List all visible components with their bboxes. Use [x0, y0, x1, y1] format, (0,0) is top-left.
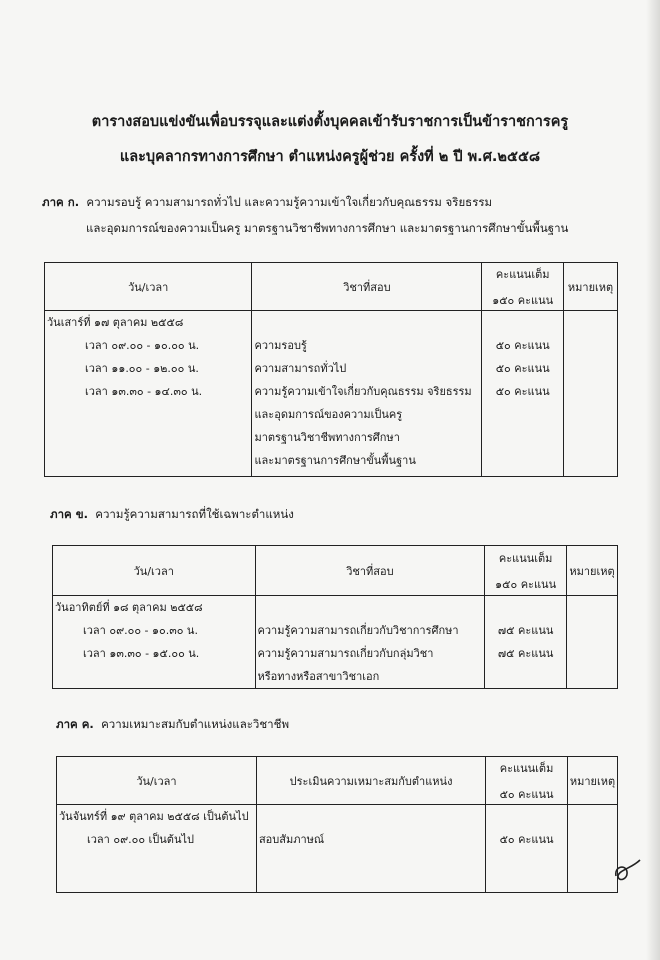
exam-subject: ความรู้ความสามารถเกี่ยวกับกลุ่มวิชา — [257, 647, 434, 660]
score-cell — [485, 596, 567, 689]
exam-subject: และอุดมการณ์ของความเป็นครู — [254, 408, 403, 421]
table-header-row — [57, 757, 618, 805]
exam-time: เวลา ๑๑.๐๐ - ๑๒.๐๐ น. — [85, 362, 199, 375]
exam-score: ๕๐ คะแนน — [495, 362, 550, 375]
exam-subject: หรือทางหรือสาขาวิชาเอก — [257, 670, 380, 683]
signature-mark — [610, 852, 650, 888]
section-c-heading — [56, 716, 289, 734]
exam-subject: มาตรฐานวิชาชีพทางการศึกษา — [254, 431, 400, 444]
header-score-total: ๕๐ คะแนน — [499, 787, 554, 801]
exam-date: วันจันทร์ที่ ๑๙ ตุลาคม ๒๕๕๘ เป็นต้นไป — [59, 810, 249, 823]
table-row — [45, 311, 618, 477]
header-score-label: คะแนนเต็ม — [498, 551, 553, 565]
header-score — [485, 546, 567, 596]
section-a-text-2: และอุดมการณ์ของความเป็นครู มาตรฐานวิชาชีพทางการศึกษา และมาตรฐานการศึกษาขั้นพื้นฐาน — [86, 221, 569, 235]
section-c-text-1: ความเหมาะสมกับตำแหน่งและวิชาชีพ — [101, 717, 290, 731]
exam-time: เวลา ๑๓.๓๐ - ๑๔.๓๐ น. — [85, 385, 203, 398]
table-header-row — [53, 546, 618, 596]
table-row — [57, 805, 618, 893]
section-a-heading — [42, 194, 492, 212]
section-b-label: ภาค ข. — [50, 507, 88, 521]
exam-time: เวลา ๐๙.๐๐ เป็นต้นไป — [87, 833, 194, 846]
exam-subject: ความสามารถทั่วไป — [254, 362, 347, 375]
header-score — [486, 757, 568, 805]
document-title-line-1: ตารางสอบแข่งขันเพื่อบรรจุและแต่งตั้งบุคคลเข้ารับราชการเป็นข้าราชการครู — [91, 114, 569, 130]
exam-score: ๗๕ คะแนน — [497, 624, 554, 637]
note-cell — [564, 311, 618, 477]
header-subject: วิชาที่สอบ — [252, 263, 482, 311]
subject-cell — [252, 311, 482, 477]
header-datetime: วัน/เวลา — [45, 263, 252, 311]
section-c-label: ภาค ค. — [56, 717, 94, 731]
exam-subject: ความรอบรู้ — [254, 339, 307, 352]
header-score-label: คะแนนเต็ม — [499, 761, 554, 775]
section-b-heading — [50, 506, 294, 524]
score-cell — [486, 805, 568, 893]
datetime-cell — [57, 805, 257, 893]
header-score-label: คะแนนเต็ม — [495, 267, 550, 281]
subject-cell — [256, 805, 485, 893]
section-b-table — [52, 545, 618, 689]
section-c-table — [56, 756, 618, 893]
exam-score: ๕๐ คะแนน — [495, 339, 550, 352]
header-subject: ประเมินความเหมาะสมกับตำแหน่ง — [256, 757, 485, 805]
header-datetime: วัน/เวลา — [53, 546, 256, 596]
exam-subject: สอบสัมภาษณ์ — [258, 833, 325, 846]
exam-score: ๗๕ คะแนน — [497, 647, 554, 660]
section-a-table — [44, 262, 618, 477]
datetime-cell — [45, 311, 252, 477]
exam-score: ๕๐ คะแนน — [495, 385, 550, 398]
subject-cell — [255, 596, 485, 689]
score-cell — [482, 311, 564, 477]
note-cell — [567, 596, 618, 689]
exam-subject: ความรู้ความสามารถเกี่ยวกับวิชาการศึกษา — [257, 624, 459, 637]
table-header-row — [45, 263, 618, 311]
header-note: หมายเหตุ — [564, 263, 618, 311]
exam-subject: ความรู้ความเข้าใจเกี่ยวกับคุณธรรม จริยธรรม — [254, 385, 472, 398]
exam-time: เวลา ๑๓.๓๐ - ๑๕.๐๐ น. — [83, 647, 200, 660]
section-a-label: ภาค ก. — [42, 195, 80, 209]
page-edge-shadow — [646, 0, 660, 960]
header-note: หมายเหตุ — [568, 757, 618, 805]
section-a-text-1: ความรอบรู้ ความสามารถทั่วไป และความรู้ความเข้าใจเกี่ยวกับคุณธรรม จริยธรรม — [86, 195, 493, 209]
exam-date: วันอาทิตย์ที่ ๑๘ ตุลาคม ๒๕๕๘ — [55, 601, 203, 614]
exam-time: เวลา ๐๙.๐๐ - ๑๐.๓๐ น. — [83, 624, 198, 637]
section-b-text-1: ความรู้ความสามารถที่ใช้เฉพาะตำแหน่ง — [95, 507, 294, 521]
exam-subject: และมาตรฐานการศึกษาขั้นพื้นฐาน — [254, 454, 416, 467]
document-title-line-2: และบุคลากรทางการศึกษา ตำแหน่งครูผู้ช่วย ครั้งที่ ๒ ปี พ.ศ.๒๕๕๘ — [119, 149, 541, 165]
table-row — [53, 596, 618, 689]
datetime-cell — [53, 596, 256, 689]
header-score — [482, 263, 564, 311]
header-subject: วิชาที่สอบ — [255, 546, 485, 596]
exam-score: ๕๐ คะแนน — [499, 833, 554, 846]
header-note: หมายเหตุ — [567, 546, 618, 596]
header-score-total: ๑๕๐ คะแนน — [492, 293, 554, 307]
header-datetime: วัน/เวลา — [57, 757, 257, 805]
exam-time: เวลา ๐๙.๐๐ - ๑๐.๐๐ น. — [85, 339, 200, 352]
header-score-total: ๑๕๐ คะแนน — [495, 577, 557, 591]
exam-date: วันเสาร์ที่ ๑๗ ตุลาคม ๒๕๕๘ — [47, 316, 184, 329]
